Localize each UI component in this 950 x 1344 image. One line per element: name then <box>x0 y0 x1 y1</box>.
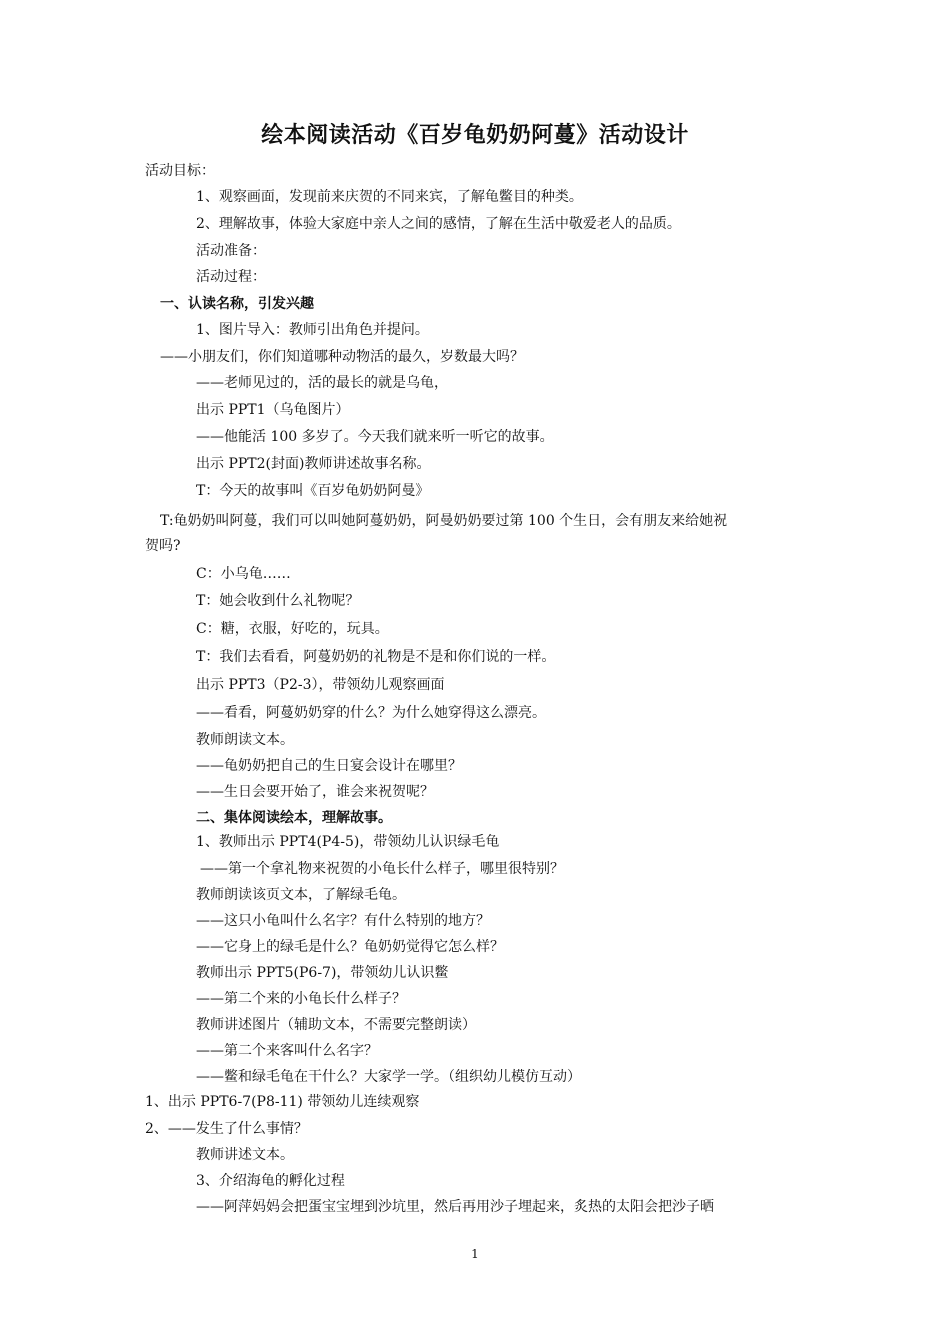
text-line: 1、教师出示 PPT4(P4-5)，带领幼儿认识绿毛龟 <box>196 834 500 850</box>
text-line: C：糖，衣服，好吃的，玩具。 <box>196 621 389 637</box>
text-line: ——小朋友们，你们知道哪种动物活的最久，岁数最大吗？ <box>160 349 524 365</box>
text-line: 3、介绍海龟的孵化过程 <box>196 1173 345 1189</box>
text-line: 出示 PPT2(封面)教师讲述故事名称。 <box>196 456 431 472</box>
text-line-goal-2: 2、理解故事，体验大家庭中亲人之间的感情，了解在生活中敬爱老人的品质。 <box>196 216 681 232</box>
text-line: ——这只小龟叫什么名字？有什么特别的地方？ <box>196 913 490 929</box>
text-line: ——阿萍妈妈会把蛋宝宝埋到沙坑里，然后再用沙子埋起来，炙热的太阳会把沙子晒 <box>196 1199 714 1215</box>
text-line: ——第二个来的小龟长什么样子？ <box>196 991 406 1007</box>
document-title: 绘本阅读活动《百岁龟奶奶阿蔓》活动设计 <box>261 123 689 148</box>
text-line: 出示 PPT3（P2-3），带领幼儿观察画面 <box>196 677 445 693</box>
text-line: 教师朗读该页文本，了解绿毛龟。 <box>196 887 406 903</box>
text-line: ——他能活 100 多岁了。今天我们就来听一听它的故事。 <box>196 429 554 445</box>
text-line: 1、图片导入：教师引出角色并提问。 <box>196 322 429 338</box>
text-line: T：她会收到什么礼物呢？ <box>196 593 360 609</box>
text-line: T：今天的故事叫《百岁龟奶奶阿曼》 <box>196 483 430 499</box>
section-heading-1: 一、认读名称，引发兴趣 <box>160 296 314 312</box>
text-line: 教师讲述文本。 <box>196 1147 294 1163</box>
text-line-goal-1: 1、观察画面，发现前来庆贺的不同来宾，了解龟鳖目的种类。 <box>196 189 583 205</box>
text-line-prep-heading: 活动准备： <box>196 243 266 259</box>
text-line: ——生日会要开始了，谁会来祝贺呢？ <box>196 784 434 800</box>
text-line: T：我们去看看，阿蔓奶奶的礼物是不是和你们说的一样。 <box>196 649 556 665</box>
text-line: 1、出示 PPT6-7(P8-11) 带领幼儿连续观察 <box>145 1094 420 1110</box>
text-line: ——看看，阿蔓奶奶穿的什么？为什么她穿得这么漂亮。 <box>196 705 546 721</box>
text-line: ——第一个拿礼物来祝贺的小龟长什么样子，哪里很特别？ <box>200 861 564 877</box>
section-heading-2: 二、集体阅读绘本，理解故事。 <box>196 810 392 826</box>
text-line: T:龟奶奶叫阿蔓，我们可以叫她阿蔓奶奶，阿曼奶奶要过第 100 个生日，会有朋友来给她祝 <box>160 513 728 529</box>
text-line: 教师朗读文本。 <box>196 732 294 748</box>
text-line: ——第二个来客叫什么名字？ <box>196 1043 378 1059</box>
text-line: 教师出示 PPT5(P6-7)，带领幼儿认识鳖 <box>196 965 449 981</box>
text-line: 贺吗? <box>145 538 181 554</box>
page-number: 1 <box>471 1247 479 1261</box>
text-line: ——它身上的绿毛是什么？龟奶奶觉得它怎么样？ <box>196 939 504 955</box>
text-line: ——鳖和绿毛龟在干什么？大家学一学。（组织幼儿模仿互动） <box>196 1069 581 1085</box>
text-line: ——老师见过的，活的最长的就是乌龟， <box>196 375 448 391</box>
text-line-process-heading: 活动过程： <box>196 269 266 285</box>
text-line: ——龟奶奶把自己的生日宴会设计在哪里？ <box>196 758 462 774</box>
text-line: 教师讲述图片（辅助文本，不需要完整朗读） <box>196 1017 476 1033</box>
text-line: 出示 PPT1（乌龟图片） <box>196 402 350 418</box>
text-line: 2、——发生了什么事情？ <box>145 1121 308 1137</box>
text-line-goal-heading: 活动目标： <box>145 163 215 179</box>
text-line: C：小乌龟…… <box>196 566 291 582</box>
